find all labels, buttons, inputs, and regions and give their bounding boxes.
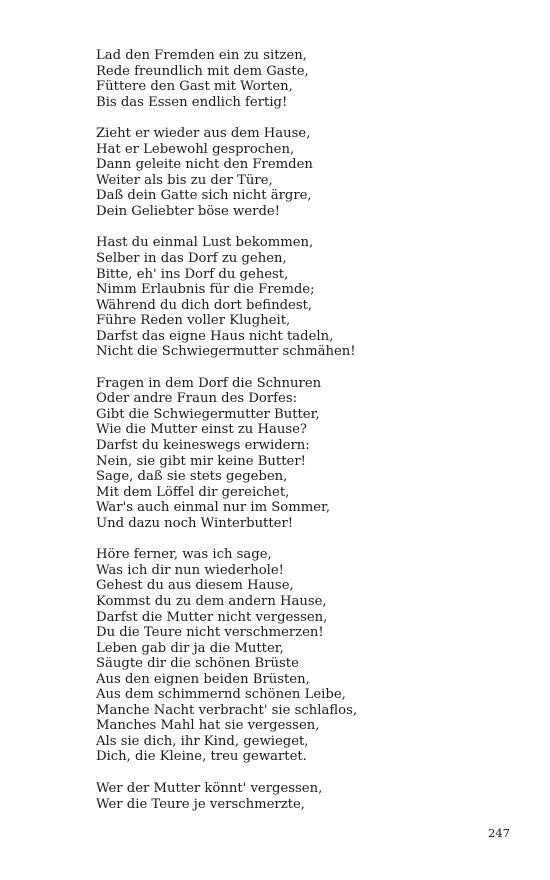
verse-line: Darfst die Mutter nicht vergessen, [96,609,328,625]
verse-line: Wie die Mutter einst zu Hause? [96,422,307,438]
stanza-6 [96,781,516,812]
verse-line: Säugte dir die schönen Brüste [96,656,299,672]
verse-line: Während du dich dort befindest, [96,297,313,313]
verse-line: Hast du einmal Lust bekommen, [96,235,314,251]
poem-text [96,48,516,828]
verse-line: Und dazu noch Winterbutter! [96,515,294,531]
stanza-3 [96,235,516,359]
verse-line: Oder andre Fraun des Dorfes: [96,391,298,407]
verse-line: Leben gab dir ja die Mutter, [96,640,284,656]
verse-line: Fragen in dem Dorf die Schnuren [96,375,322,391]
stanza-1 [96,48,516,110]
verse-line: Manche Nacht verbracht' sie schlaflos, [96,702,358,718]
verse-line: Wer die Teure je verschmerzte, [96,796,305,812]
stanza-5 [96,547,516,765]
verse-line: Bitte, eh' ins Dorf du gehest, [96,266,289,282]
verse-line: Dein Geliebter böse werde! [96,203,280,219]
verse-line: Führe Reden voller Klugheit, [96,313,291,329]
verse-line: Wer der Mutter könnt' vergessen, [96,780,323,796]
verse-line: Mit dem Löffel dir gereichet, [96,484,290,500]
verse-line: Aus den eignen beiden Brüsten, [96,671,310,687]
verse-line: Manches Mahl hat sie vergessen, [96,718,320,734]
verse-line: Daß dein Gatte sich nicht ärgre, [96,188,312,204]
verse-line: Hat er Lebewohl gesprochen, [96,141,295,157]
verse-line: Rede freundlich mit dem Gaste, [96,63,309,79]
verse-line: Was ich dir nun wiederhole! [96,562,284,578]
verse-line: Zieht er wieder aus dem Hause, [96,126,311,142]
verse-line: Höre ferner, was ich sage, [96,547,272,563]
verse-line: War's auch einmal nur im Sommer, [96,500,331,516]
verse-line: Gibt die Schwiegermutter Butter, [96,406,320,422]
stanza-2 [96,126,516,219]
page-number: 247 [488,826,510,840]
verse-line: Gehest du aus diesem Hause, [96,578,294,594]
verse-line: Dann geleite nicht den Fremden [96,157,313,173]
verse-line: Nein, sie gibt mir keine Butter! [96,453,306,469]
verse-line: Weiter als bis zu der Türe, [96,172,273,188]
stanza-4 [96,376,516,531]
verse-line: Als sie dich, ihr Kind, gewieget, [96,733,309,749]
verse-line: Nimm Erlaubnis für die Fremde; [96,282,315,298]
verse-line: Sage, daß sie stets gegeben, [96,469,288,485]
verse-line: Bis das Essen endlich fertig! [96,94,288,110]
verse-line: Selber in das Dorf zu gehen, [96,251,287,267]
verse-line: Kommst du zu dem andern Hause, [96,593,327,609]
verse-line: Darfst das eigne Haus nicht tadeln, [96,328,334,344]
verse-line: Darfst du keineswegs erwidern: [96,438,310,454]
verse-line: Lad den Fremden ein zu sitzen, [96,48,307,63]
verse-line: Nicht die Schwiegermutter schmähen! [96,344,356,360]
verse-line: Dich, die Kleine, treu gewartet. [96,749,307,765]
verse-line: Füttere den Gast mit Worten, [96,79,293,95]
verse-line: Aus dem schimmernd schönen Leibe, [96,687,346,703]
verse-line: Du die Teure nicht verschmerzen! [96,625,324,641]
